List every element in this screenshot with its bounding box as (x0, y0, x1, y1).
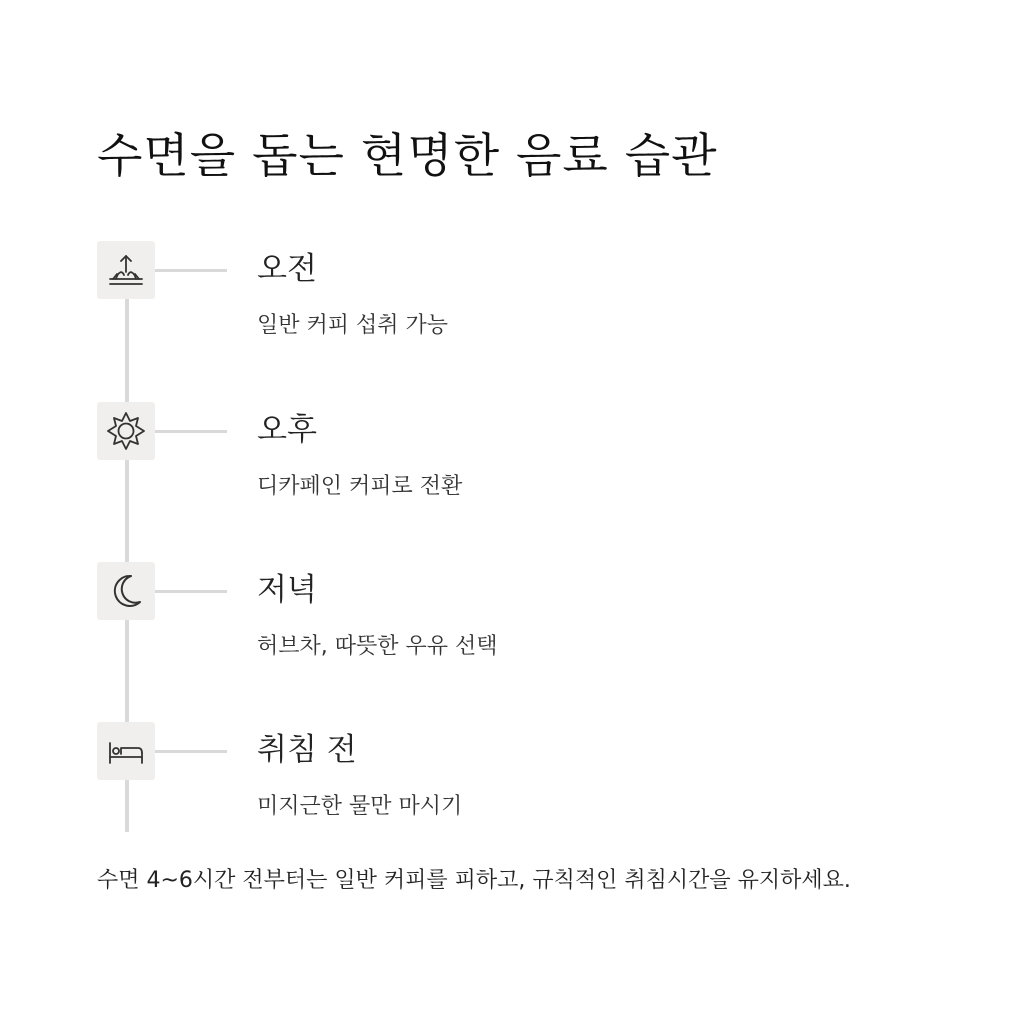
sunrise-icon-box (97, 241, 155, 299)
timeline-step-bedtime (97, 722, 797, 822)
connector-line (155, 590, 227, 593)
page-title: 수면을 돕는 현명한 음료 습관 (97, 129, 718, 184)
step-description: 디카페인 커피로 전환 (257, 474, 463, 499)
sun-icon-box (97, 402, 155, 460)
connector-line (155, 430, 227, 433)
bed-icon (104, 729, 148, 773)
step-title: 오후 (257, 412, 317, 448)
step-description: 일반 커피 섭취 가능 (257, 313, 448, 338)
connector-line (155, 750, 227, 753)
step-title: 오전 (257, 251, 317, 287)
bed-icon-box (97, 722, 155, 780)
sunrise-icon (104, 248, 148, 292)
timeline-step-morning (97, 241, 797, 341)
sun-icon (104, 409, 148, 453)
timeline-step-afternoon (97, 402, 797, 502)
timeline-step-evening (97, 562, 797, 662)
step-description: 허브차, 따뜻한 우유 선택 (257, 634, 498, 659)
step-title: 취침 전 (257, 732, 357, 768)
step-description: 미지근한 물만 마시기 (257, 794, 463, 819)
moon-icon-box (97, 562, 155, 620)
moon-icon (104, 569, 148, 613)
connector-line (155, 269, 227, 272)
step-title: 저녁 (257, 572, 317, 608)
footer-note: 수면 4~6시간 전부터는 일반 커피를 피하고, 규칙적인 취침시간을 유지하세요. (97, 868, 851, 893)
